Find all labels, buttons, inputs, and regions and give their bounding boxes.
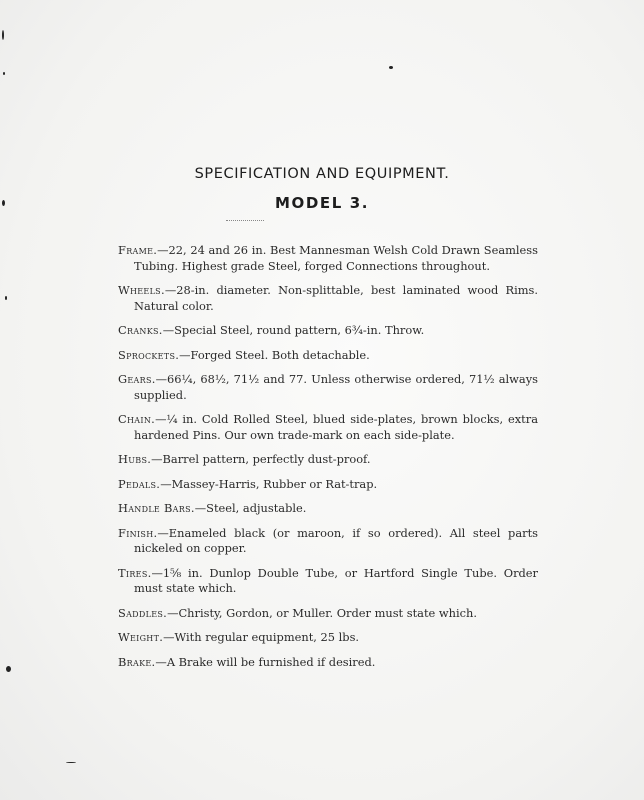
spec-key: Hubs. bbox=[118, 452, 152, 466]
spec-text: —A Brake will be furnished if desired. bbox=[155, 654, 376, 669]
spec-text: —With regular equipment, 25 lbs. bbox=[163, 630, 360, 644]
spec-entry-hubs bbox=[118, 452, 538, 468]
spec-key: Cranks. bbox=[118, 323, 163, 337]
spec-entry-weight bbox=[118, 630, 538, 646]
spec-key: Tires. bbox=[118, 565, 152, 580]
spec-key: Finish. bbox=[118, 525, 158, 540]
scan-speck bbox=[3, 72, 5, 75]
spec-text: —Steel, adjustable. bbox=[194, 501, 307, 515]
spec-key: Chain. bbox=[118, 412, 156, 426]
page-subtitle: MODEL 3. bbox=[274, 194, 370, 212]
spec-entry-wheels bbox=[118, 283, 538, 314]
spec-text: —28-in. diameter. Non-splittable, best laminated wood Rims. Natural color. bbox=[134, 283, 538, 313]
divider bbox=[226, 220, 264, 221]
spec-text: —Barrel pattern, perfectly dust-proof. bbox=[151, 452, 371, 466]
scan-speck bbox=[66, 762, 76, 763]
spec-entry-handle-bars bbox=[118, 501, 538, 517]
spec-entry-chain bbox=[118, 412, 538, 443]
spec-text: —Massey-Harris, Rubber or Rat-trap. bbox=[160, 476, 378, 491]
spec-text: —1⅝ in. Dunlop Double Tube, or Hartford Single Tube. Order must state which. bbox=[134, 565, 538, 595]
scan-speck bbox=[389, 66, 393, 69]
spec-text: —Christy, Gordon, or Muller. Order must state which. bbox=[167, 605, 477, 620]
spec-key: Brake. bbox=[118, 654, 156, 669]
spec-entry-frame bbox=[118, 243, 538, 274]
spec-entry-finish bbox=[118, 526, 538, 557]
scan-speck bbox=[2, 30, 4, 40]
spec-text: —¼ in. Cold Rolled Steel, blued side-plates, brown blocks, extra hardened Pins. Our own trade-mark on each side-plate. bbox=[134, 412, 538, 442]
spec-entry-tires bbox=[118, 566, 538, 597]
spec-entry-gears bbox=[118, 372, 538, 403]
spec-key: Sprockets. bbox=[118, 347, 180, 362]
spec-entry-sprockets bbox=[118, 348, 538, 364]
spec-entry-pedals bbox=[118, 477, 538, 493]
spec-text: —Forged Steel. Both detachable. bbox=[179, 347, 370, 362]
spec-key: Saddles. bbox=[118, 605, 168, 620]
scan-speck bbox=[2, 200, 5, 206]
scan-speck bbox=[5, 296, 7, 300]
spec-entry-cranks bbox=[118, 323, 538, 339]
spec-entry-brake bbox=[118, 655, 538, 671]
spec-key: Pedals. bbox=[118, 476, 161, 491]
spec-text: —Special Steel, round pattern, 6¾-in. Throw. bbox=[162, 323, 425, 337]
spec-key: Wheels. bbox=[118, 283, 165, 297]
spec-text: —22, 24 and 26 in. Best Mannesman Welsh Cold Drawn Seamless Tubing. Highest grade Steel, forged Connections throughout. bbox=[134, 243, 538, 273]
spec-text: —66¼, 68½, 71½ and 77. Unless otherwise ordered, 71½ always supplied. bbox=[134, 372, 538, 402]
spec-entry-saddles bbox=[118, 606, 538, 622]
spec-key: Handle Bars. bbox=[118, 501, 195, 515]
spec-key: Weight. bbox=[118, 630, 164, 644]
scan-speck bbox=[6, 666, 11, 672]
spec-key: Gears. bbox=[118, 372, 156, 386]
spec-list bbox=[118, 243, 538, 679]
spec-key: Frame. bbox=[118, 243, 158, 257]
page-title: SPECIFICATION AND EQUIPMENT. bbox=[194, 166, 450, 182]
spec-text: —Enameled black (or maroon, if so ordered). All steel parts nickeled on copper. bbox=[134, 525, 538, 555]
